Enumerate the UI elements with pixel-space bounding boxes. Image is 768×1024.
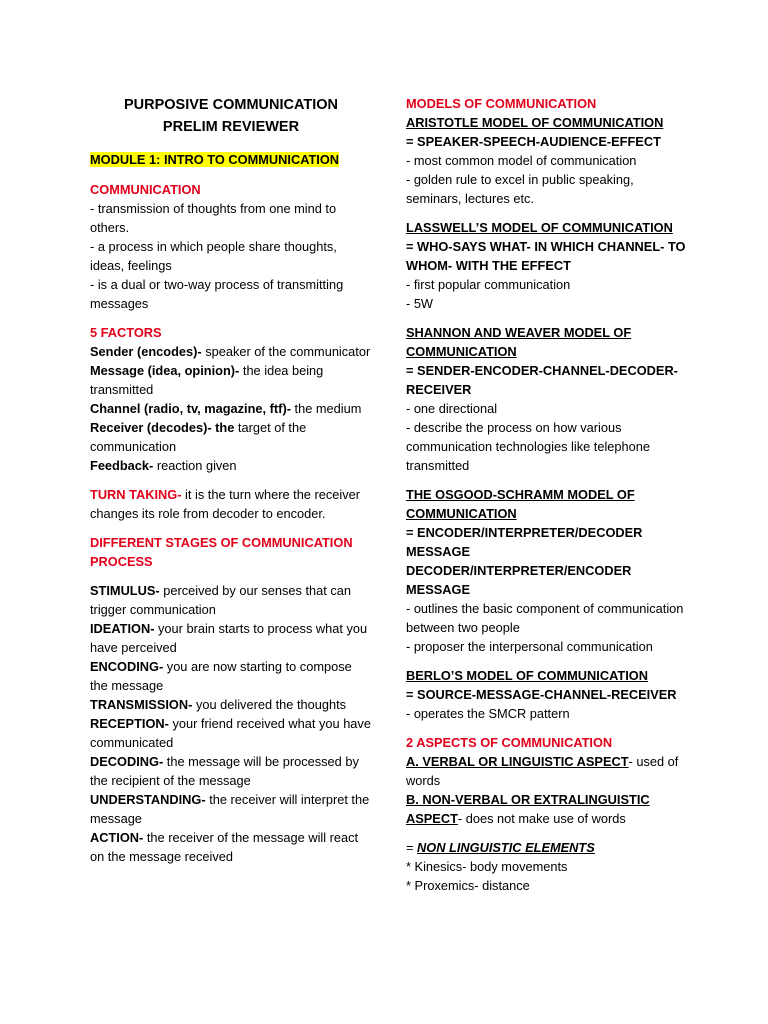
- nonlinguistic-item: * Kinesics- body movements: [406, 859, 568, 874]
- stage-item: TRANSMISSION- you delivered the thoughts: [90, 697, 347, 712]
- nonlinguistic-section: [406, 838, 692, 895]
- stages-section: [90, 533, 372, 866]
- model-line: - operates the SMCR pattern: [406, 706, 570, 721]
- stage-item: UNDERSTANDING- the receiver will interpret the message: [90, 792, 370, 826]
- factor-item: Sender (encodes)- speaker of the communicator: [90, 344, 371, 359]
- stage-item: DECODING- the message will be processed by the recipient of the message: [90, 754, 359, 788]
- turn-taking: TURN TAKING- it is the turn where the receiver changes its role from decoder to encoder.: [90, 487, 360, 521]
- communication-line: - transmission of thoughts from one mind to others.: [90, 201, 337, 235]
- left-column: [90, 94, 372, 866]
- aspect-a: A. VERBAL OR LINGUISTIC ASPECT- used of words: [406, 754, 679, 788]
- aspects-section: [406, 733, 692, 828]
- right-column: [406, 94, 692, 895]
- model-line: - describe the process on how various communication technologies like telephone transmitted: [406, 420, 651, 473]
- stage-item: ENCODING- you are now starting to compose the message: [90, 659, 352, 693]
- model-heading: BERLO’S MODEL OF COMMUNICATION: [406, 668, 648, 683]
- aspect-b: B. NON-VERBAL OR EXTRALINGUISTIC ASPECT- does not make use of words: [406, 792, 650, 826]
- model-formula: = SOURCE-MESSAGE-CHANNEL-RECEIVER: [406, 687, 677, 702]
- model-heading: THE OSGOOD-SCHRAMM MODEL OF COMMUNICATION: [406, 487, 635, 521]
- stage-item: IDEATION- your brain starts to process what you have perceived: [90, 621, 368, 655]
- aristotle-model: [406, 113, 692, 208]
- model-heading: ARISTOTLE MODEL OF COMMUNICATION: [406, 115, 664, 130]
- stage-item: RECEPTION- your friend received what you have communicated: [90, 716, 371, 750]
- stage-item: ACTION- the receiver of the message will react on the message received: [90, 830, 359, 864]
- osgood-schramm-model: [406, 485, 692, 656]
- model-line: - first popular communication: [406, 277, 571, 292]
- model-formula: = WHO-SAYS WHAT- IN WHICH CHANNEL- TO WHOM- WITH THE EFFECT: [406, 239, 686, 273]
- factor-item: Message (idea, opinion)- the idea being transmitted: [90, 363, 324, 397]
- model-formula: = SENDER-ENCODER-CHANNEL-DECODER-RECEIVER: [406, 363, 678, 397]
- model-heading: LASSWELL’S MODEL OF COMMUNICATION: [406, 220, 673, 235]
- model-line: - golden rule to excel in public speaking, seminars, lectures etc.: [406, 172, 634, 206]
- nonlinguistic-item: * Proxemics- distance: [406, 878, 530, 893]
- communication-line: - a process in which people share thoughts, ideas, feelings: [90, 239, 337, 273]
- berlo-model: [406, 666, 692, 723]
- doc-title: PURPOSIVE COMMUNICATION: [123, 97, 339, 113]
- doc-subtitle: PRELIM REVIEWER: [162, 119, 300, 135]
- communication-line: - is a dual or two-way process of transmitting messages: [90, 277, 344, 311]
- factor-item: Channel (radio, tv, magazine, ftf)- the medium: [90, 401, 362, 416]
- factor-item: Feedback- reaction given: [90, 458, 237, 473]
- communication-section: [90, 180, 372, 313]
- model-heading: SHANNON AND WEAVER MODEL OF COMMUNICATION: [406, 325, 632, 359]
- model-formula: = SPEAKER-SPEECH-AUDIENCE-EFFECT: [406, 134, 661, 149]
- model-line: - one directional: [406, 401, 498, 416]
- models-heading: MODELS OF COMMUNICATION: [406, 96, 597, 111]
- model-line: - most common model of communication: [406, 153, 637, 168]
- model-formula: = ENCODER/INTERPRETER/DECODER MESSAGE DECODER/INTERPRETER/ENCODER MESSAGE: [406, 525, 643, 597]
- stages-heading: DIFFERENT STAGES OF COMMUNICATION PROCESS: [90, 535, 353, 569]
- factors-section: [90, 323, 372, 475]
- model-line: - proposer the interpersonal communication: [406, 639, 653, 654]
- communication-heading: COMMUNICATION: [90, 182, 201, 197]
- aspects-heading: 2 ASPECTS OF COMMUNICATION: [406, 735, 613, 750]
- model-line: - outlines the basic component of communication between two people: [406, 601, 684, 635]
- stage-item: STIMULUS- perceived by our senses that can trigger communication: [90, 583, 352, 617]
- model-line: - 5W: [406, 296, 434, 311]
- factors-heading: 5 FACTORS: [90, 325, 162, 340]
- lasswell-model: [406, 218, 692, 313]
- module-heading: MODULE 1: INTRO TO COMMUNICATION: [90, 152, 340, 167]
- shannon-weaver-model: [406, 323, 692, 475]
- factor-item: Receiver (decodes)- the target of the communication: [90, 420, 307, 454]
- nonlinguistic-heading: = NON LINGUISTIC ELEMENTS: [406, 840, 595, 855]
